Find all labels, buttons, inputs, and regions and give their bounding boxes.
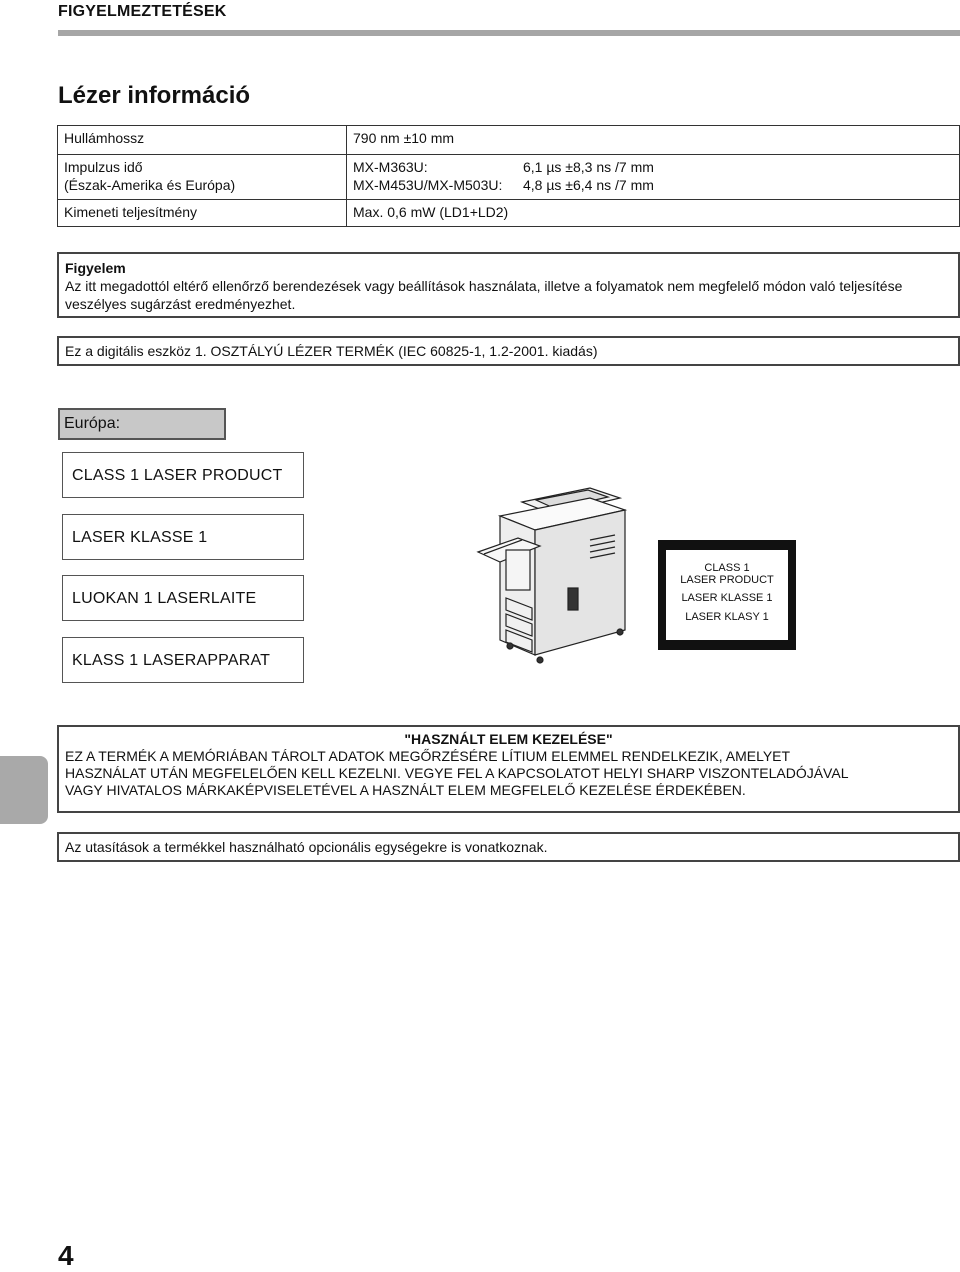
output-value: Max. 0,6 mW (LD1+LD2) xyxy=(347,200,960,227)
chapter-side-tab xyxy=(0,756,48,824)
battery-notice-line: VAGY HIVATALOS MÁRKAKÉPVISELETÉVEL A HASZNÁLT ELEM MEGFELELŐ KEZELÉSE ÉRDEKÉBEN. xyxy=(65,782,746,798)
battery-notice-line: EZ A TERMÉK A MEMÓRIÁBAN TÁROLT ADATOK MEGŐRZÉSÉRE LÍTIUM ELEMMEL RENDELKEZIK, AMELYET xyxy=(65,748,791,764)
europe-label: Európa: xyxy=(58,408,226,440)
pulse-label xyxy=(58,155,347,200)
optional-units-note: Az utasítások a termékkel használható opcionális egységekre is vonatkoznak. xyxy=(57,832,960,862)
table-row xyxy=(58,126,960,155)
device-label-line: CLASS 1 xyxy=(704,562,750,574)
device-label-line: LASER PRODUCT xyxy=(680,574,774,586)
header-divider xyxy=(58,30,960,36)
laser-label-de: LASER KLASSE 1 xyxy=(62,514,304,560)
pulse-row xyxy=(353,176,953,194)
table-row xyxy=(58,155,960,200)
laser-label-sv: KLASS 1 LASERAPPARAT xyxy=(62,637,304,683)
laser-class-statement: Ez a digitális eszköz 1. OSZTÁLYÚ LÉZER TERMÉK (IEC 60825-1, 1.2-2001. kiadás) xyxy=(57,336,960,366)
copier-illustration xyxy=(470,480,645,680)
laser-spec-table xyxy=(57,125,960,227)
pulse-label-line-2: (Észak-Amerika és Európa) xyxy=(64,177,236,193)
wavelength-value: 790 nm ±10 mm xyxy=(347,126,960,155)
pulse-model: MX-M453U/MX-M503U: xyxy=(353,177,503,193)
pulse-label-line-1: Impulzus idő xyxy=(64,159,143,175)
battery-notice-title: "HASZNÁLT ELEM KEZELÉSE" xyxy=(404,731,613,747)
pulse-values xyxy=(347,155,960,200)
caution-text: Az itt megadottól eltérő ellenőrző berendezések vagy beállítások használata, illetve a folyamatok nem megfelelő módon való teljesítése veszélyes sugárzást eredményezhet. xyxy=(65,278,903,312)
device-label-line: LASER KLASY 1 xyxy=(685,611,769,623)
page-header-title: FIGYELMEZTETÉSEK xyxy=(58,3,227,20)
device-label-line: LASER KLASSE 1 xyxy=(681,592,773,604)
caution-box xyxy=(57,252,960,318)
page-number: 4 xyxy=(58,1240,74,1271)
table-row xyxy=(58,200,960,227)
battery-notice xyxy=(57,725,960,813)
pulse-value: 6,1 µs ±8,3 ns /7 mm xyxy=(523,159,654,175)
battery-notice-line: HASZNÁLAT UTÁN MEGFELELŐEN KELL KEZELNI. VEGYE FEL A KAPCSOLATOT HELYI SHARP VISZONTELADÓJÁVAL xyxy=(65,765,849,781)
pulse-model: MX-M363U: xyxy=(353,159,428,175)
pulse-value: 4,8 µs ±6,4 ns /7 mm xyxy=(523,177,654,193)
wavelength-label: Hullámhossz xyxy=(58,126,347,155)
pulse-row xyxy=(353,158,953,176)
output-label: Kimeneti teljesítmény xyxy=(58,200,347,227)
laser-label-en: CLASS 1 LASER PRODUCT xyxy=(62,452,304,498)
laser-label-fi: LUOKAN 1 LASERLAITE xyxy=(62,575,304,621)
section-title: Lézer információ xyxy=(58,82,251,109)
device-label-inner xyxy=(666,550,788,640)
caution-title: Figyelem xyxy=(65,260,126,276)
device-laser-label xyxy=(658,540,796,650)
